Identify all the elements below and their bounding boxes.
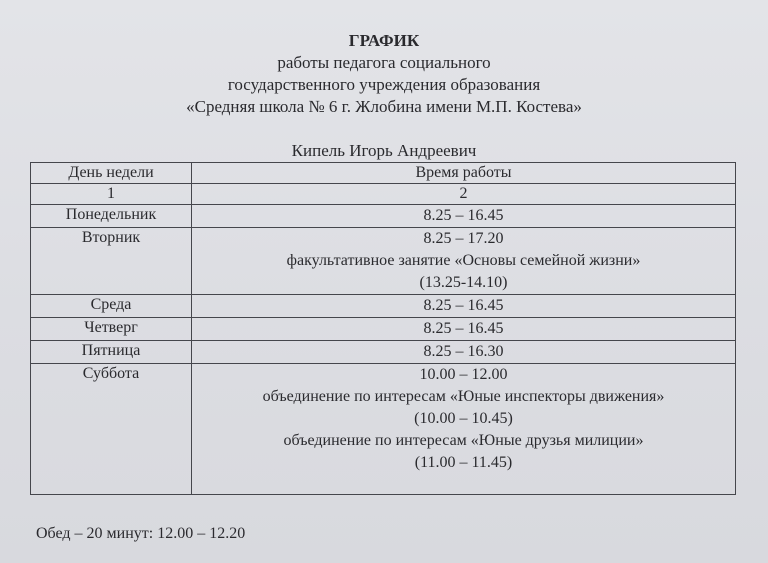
activity-line: объединение по интересам «Юные инспекторы движения» — [262, 388, 665, 405]
time-cell — [192, 341, 736, 364]
employee-name: Кипель Игорь Андреевич — [291, 141, 477, 160]
activity-time-line: (10.00 – 10.45) — [414, 410, 513, 427]
day-cell: Суббота — [31, 364, 192, 495]
time-line: 8.25 – 16.45 — [423, 207, 504, 224]
lunch-note: Обед – 20 минут: 12.00 – 12.20 — [36, 525, 246, 542]
day-cell: Среда — [31, 295, 192, 318]
table-number-row — [31, 184, 736, 205]
time-line: 8.25 – 16.45 — [423, 320, 504, 337]
schedule-table — [30, 162, 736, 495]
subtitle-line-2: государственного учреждения образования — [227, 75, 541, 94]
table-row — [31, 341, 736, 364]
activity-line: факультативное занятие «Основы семейной жизни» — [286, 252, 641, 269]
day-cell: Понедельник — [31, 205, 192, 228]
table-header-row — [31, 163, 736, 184]
header-time: Время работы — [192, 163, 736, 184]
column-number-2: 2 — [192, 184, 736, 205]
activity-line: объединение по интересам «Юные друзья милиции» — [283, 432, 644, 449]
subtitle-line-1: работы педагога социального — [277, 53, 491, 72]
table-row — [31, 205, 736, 228]
time-line: 10.00 – 12.00 — [419, 366, 508, 383]
table-row — [31, 364, 736, 495]
school-name: «Средняя школа № 6 г. Жлобина имени М.П. Костева» — [186, 97, 582, 116]
time-cell — [192, 318, 736, 341]
header-day: День недели — [31, 163, 192, 184]
time-cell — [192, 205, 736, 228]
time-cell — [192, 295, 736, 318]
time-line: 8.25 – 16.45 — [423, 297, 504, 314]
time-cell — [192, 228, 736, 295]
column-number-1: 1 — [31, 184, 192, 205]
time-line: 8.25 – 17.20 — [423, 230, 504, 247]
time-line: 8.25 – 16.30 — [423, 343, 504, 360]
table-row — [31, 295, 736, 318]
time-cell — [192, 364, 736, 495]
table-row — [31, 228, 736, 295]
day-cell: Четверг — [31, 318, 192, 341]
document-title: ГРАФИК — [348, 31, 420, 50]
activity-time-line: (13.25-14.10) — [419, 274, 508, 291]
day-cell: Вторник — [31, 228, 192, 295]
activity-time-line: (11.00 – 11.45) — [414, 454, 513, 471]
day-cell: Пятница — [31, 341, 192, 364]
table-row — [31, 318, 736, 341]
